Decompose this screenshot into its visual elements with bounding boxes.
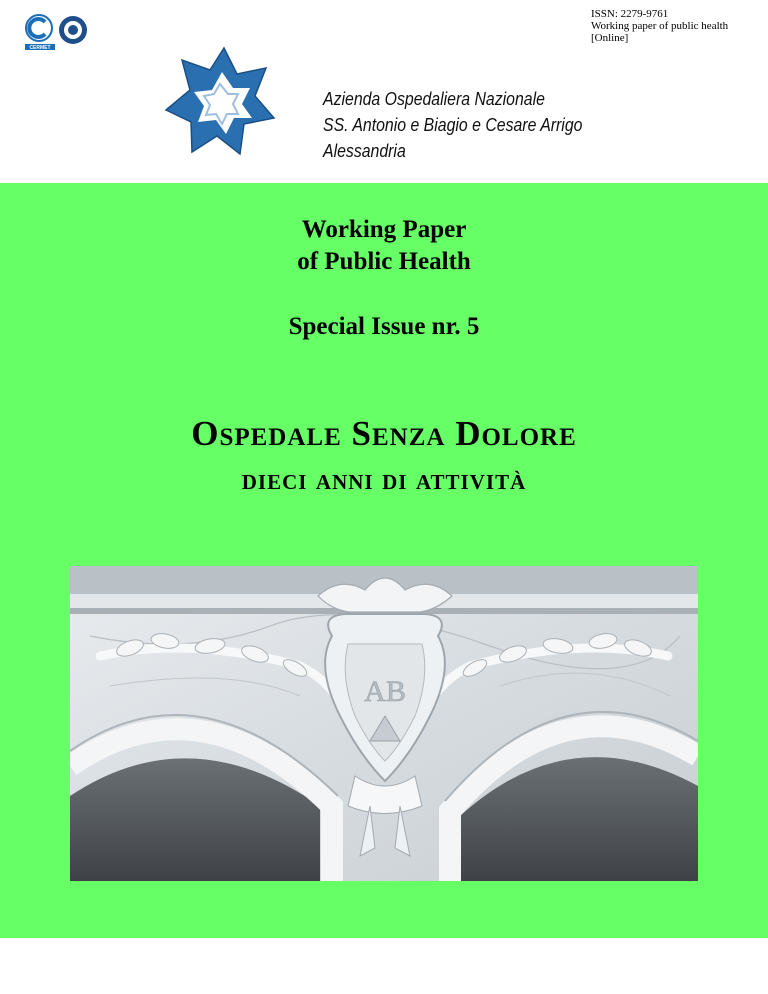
online-line: [Online] [591, 32, 629, 44]
certification-logos [22, 12, 90, 56]
cermet-logo-text: CERMET [29, 45, 51, 51]
issn-line: ISSN: 2279-9761 [591, 8, 669, 20]
hospital-name [323, 86, 582, 164]
hospital-star-logo-icon [162, 44, 278, 164]
crest-monogram: AB [364, 675, 406, 708]
journal-name-line: Working paper of public health [591, 20, 729, 32]
hospital-name-line: SS. Antonio e Biagio e Cesare Arrigo [323, 115, 583, 135]
hospital-name-line: Azienda Ospedaliera Nazionale [323, 89, 545, 109]
series-title-line: of Public Health [297, 248, 471, 275]
sub-title: dieci anni di attività [241, 463, 527, 496]
hospital-city: Alessandria [323, 141, 406, 161]
main-title: Ospedale Senza Dolore [191, 414, 577, 453]
issue-number: Special Issue nr. 5 [288, 313, 480, 340]
issn-block [591, 8, 728, 44]
series-title-line: Working Paper [301, 216, 467, 243]
accredia-seal-icon [59, 16, 87, 44]
series-title [0, 214, 768, 278]
cermet-logo-icon [25, 15, 55, 51]
cover-photo [70, 566, 698, 881]
